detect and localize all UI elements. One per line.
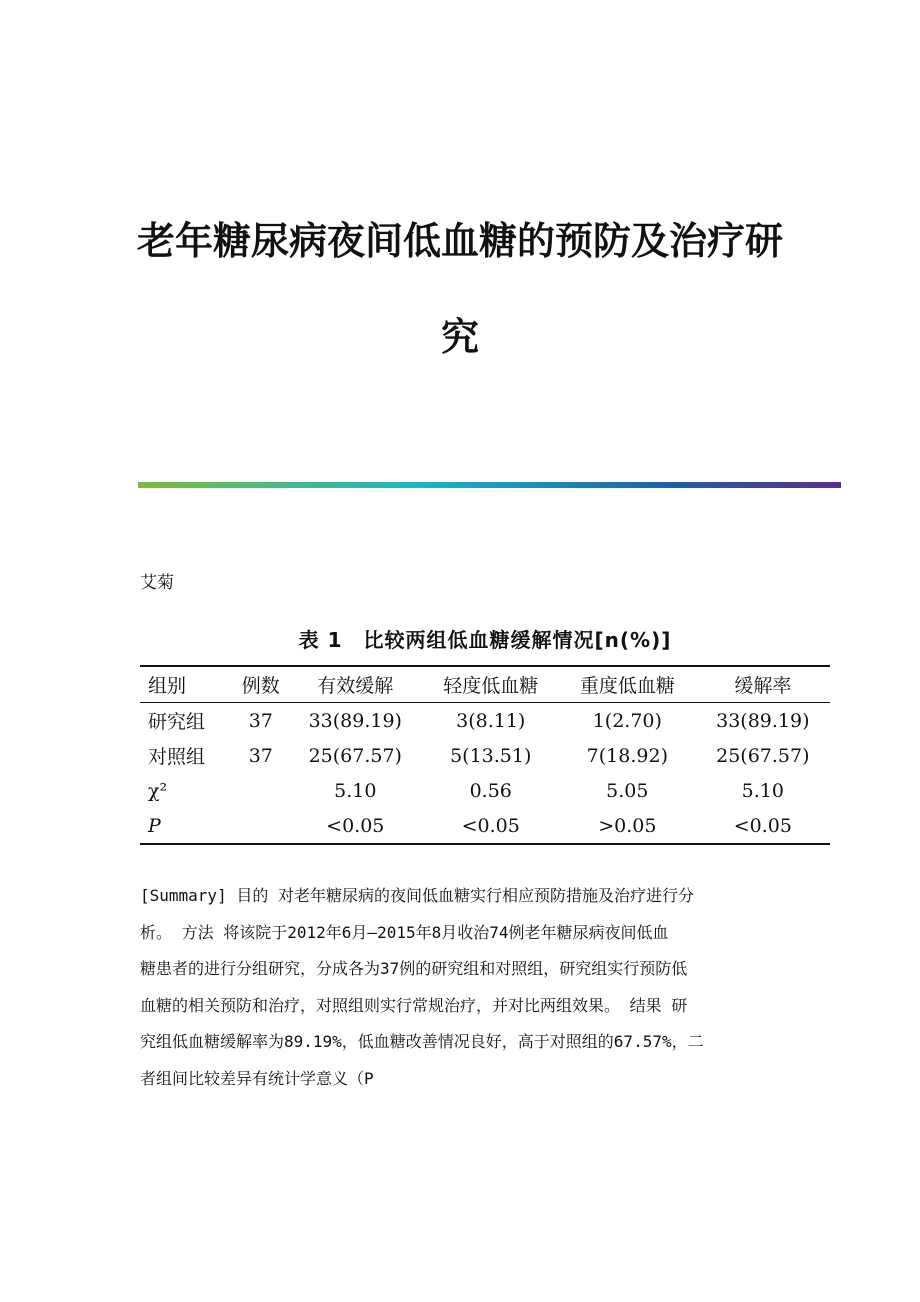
table-caption: 表 1 比较两组低血糖缓解情况[n(%)]	[298, 628, 672, 652]
table-cell: 5.10	[334, 779, 377, 802]
table-cell: 0.56	[469, 779, 512, 802]
header-mild: 轻度低血糖	[443, 675, 539, 697]
summary-paragraph	[140, 878, 790, 1097]
table-cell: 研究组	[148, 711, 206, 733]
summary-line: 糖患者的进行分组研究，分成各为37例的研究组和对照组，研究组实行预防低	[140, 959, 688, 978]
table-cell: 37	[248, 744, 273, 767]
table-cell: 1(2.70)	[592, 709, 662, 732]
table-cell: 33(89.19)	[308, 709, 402, 732]
summary-line: 者组间比较差异有统计学意义（P	[140, 1068, 374, 1088]
table-cell: 7(18.92)	[586, 744, 668, 767]
header-group: 组别	[148, 675, 187, 697]
table-cell: 25(67.57)	[308, 744, 402, 767]
header-rate: 缓解率	[734, 675, 792, 697]
table-cell: 对照组	[148, 746, 206, 768]
table-cell: P	[148, 814, 161, 837]
document-title-line-1: 老年糖尿病夜间低血糖的预防及治疗研	[136, 218, 783, 263]
header-severe: 重度低血糖	[579, 675, 675, 697]
table-cell: 25(67.57)	[716, 744, 810, 767]
summary-line: 析。 方法 将该院于2012年6月—2015年8月收治74例老年糖尿病夜间低血	[140, 922, 669, 942]
table-row	[140, 773, 830, 808]
table-cell: χ²	[148, 779, 168, 802]
table-cell: <0.05	[733, 814, 792, 837]
summary-line: [Summary] 目的 对老年糖尿病的夜间低血糖实行相应预防措施及治疗进行分	[140, 886, 694, 905]
table-cell: 5.10	[741, 779, 784, 802]
summary-line: 血糖的相关预防和治疗，对照组则实行常规治疗，并对比两组效果。 结果 研	[140, 995, 688, 1015]
table-cell: >0.05	[598, 814, 657, 837]
header-effective: 有效缓解	[317, 675, 394, 697]
header-cases: 例数	[241, 675, 280, 697]
table-cell	[233, 773, 288, 808]
table-header-row	[140, 666, 830, 703]
summary-line: 究组低血糖缓解率为89.19%，低血糖改善情况良好，高于对照组的67.57%，二	[140, 1032, 704, 1051]
results-table-figure	[140, 624, 830, 845]
table-cell: <0.05	[461, 814, 520, 837]
title-divider	[138, 482, 841, 488]
document-title-line-2: 究	[440, 314, 479, 359]
table-cell: 5.05	[606, 779, 649, 802]
table-cell: 5(13.51)	[450, 744, 532, 767]
table-row	[140, 738, 830, 773]
table-cell: <0.05	[326, 814, 385, 837]
results-table	[140, 665, 830, 845]
table-cell: 37	[248, 709, 273, 732]
table-row	[140, 808, 830, 844]
table-cell: 33(89.19)	[716, 709, 810, 732]
table-cell	[233, 808, 288, 844]
table-row	[140, 703, 830, 739]
author: 艾菊	[140, 573, 174, 593]
table-cell: 3(8.11)	[456, 709, 526, 732]
